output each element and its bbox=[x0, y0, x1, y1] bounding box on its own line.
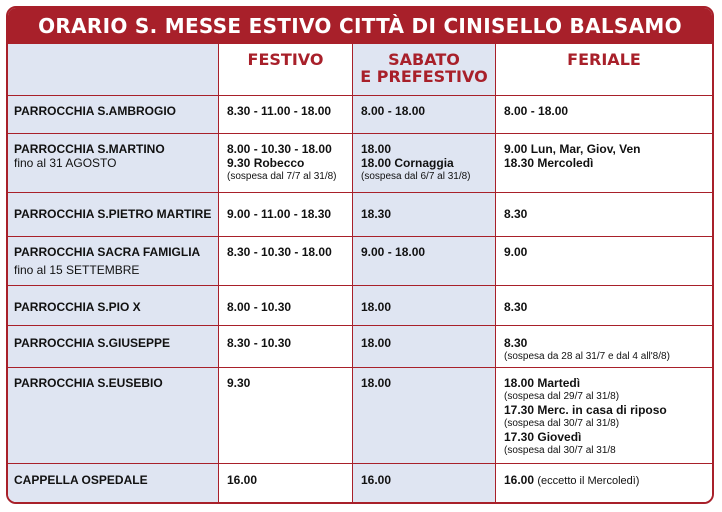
festivo-time: 16.00 bbox=[227, 472, 258, 487]
festivo-note: (sospesa dal 7/7 al 31/8) bbox=[227, 170, 337, 182]
festivo-time: 8.30 - 11.00 - 18.00 bbox=[227, 103, 332, 118]
feriale-time: 8.30 bbox=[504, 206, 528, 221]
festivo-time-2: 9.30 Robecco bbox=[227, 155, 305, 170]
festivo-time: 8.00 - 10.30 bbox=[227, 299, 292, 314]
header-sabato-line1: SABATO bbox=[388, 50, 460, 69]
header-feriale: FERIALE bbox=[496, 44, 713, 95]
sabato-time: 16.00 bbox=[361, 472, 392, 487]
header-row bbox=[8, 44, 712, 95]
church-name: PARROCCHIA S.GIUSEPPE bbox=[14, 335, 171, 350]
festivo-time: 8.30 - 10.30 - 18.00 bbox=[227, 244, 332, 259]
sabato-time: 18.00 bbox=[361, 335, 392, 350]
header-sabato-line2: E PREFESTIVO bbox=[360, 67, 488, 86]
church-name: PARROCCHIA S.PIETRO MARTIRE bbox=[14, 206, 212, 221]
church-name: PARROCCHIA S.EUSEBIO bbox=[14, 375, 163, 390]
table-row bbox=[8, 463, 712, 504]
feriale-time: 16.00 bbox=[504, 472, 535, 487]
sabato-time: 8.00 - 18.00 bbox=[361, 103, 426, 118]
festivo-time: 9.30 bbox=[227, 375, 251, 390]
church-name: PARROCCHIA S.AMBROGIO bbox=[14, 103, 176, 118]
page-title: ORARIO S. MESSE ESTIVO CITTÀ DI CINISELLO BALSAMO bbox=[8, 8, 712, 44]
schedule-table bbox=[8, 44, 712, 504]
header-sabato bbox=[353, 44, 496, 95]
feriale-inline-note: (eccetto il Mercoledì) bbox=[537, 474, 640, 487]
sabato-time: 9.00 - 18.00 bbox=[361, 244, 426, 259]
sabato-note: (sospesa dal 6/7 al 31/8) bbox=[361, 170, 471, 182]
table-row bbox=[8, 367, 712, 463]
feriale-note: (sospesa da 28 al 31/7 e dal 4 all'8/8) bbox=[504, 350, 670, 362]
feriale-note-2: (sospesa dal 30/7 al 31/8) bbox=[504, 417, 620, 429]
church-name: PARROCCHIA S.MARTINO bbox=[14, 141, 165, 156]
church-name: PARROCCHIA S.PIO X bbox=[14, 299, 141, 314]
feriale-time-3: 17.30 Giovedì bbox=[504, 429, 582, 444]
header-empty bbox=[8, 44, 219, 95]
church-name: PARROCCHIA SACRA FAMIGLIA bbox=[14, 244, 201, 259]
feriale-time-2: 18.30 Mercoledì bbox=[504, 155, 594, 170]
sabato-time-2: 18.00 Cornaggia bbox=[361, 155, 454, 170]
table-row bbox=[8, 192, 712, 236]
feriale-note: (sospesa dal 29/7 al 31/8) bbox=[504, 390, 620, 402]
header-festivo: FESTIVO bbox=[219, 44, 353, 95]
festivo-time: 8.00 - 10.30 - 18.00 bbox=[227, 141, 332, 156]
church-note: fino al 31 AGOSTO bbox=[14, 155, 117, 170]
feriale-time: 9.00 bbox=[504, 244, 528, 259]
sabato-time: 18.00 bbox=[361, 141, 392, 156]
church-note: fino al 15 SETTEMBRE bbox=[14, 262, 140, 277]
table-row bbox=[8, 95, 712, 133]
feriale-time: 8.00 - 18.00 bbox=[504, 103, 569, 118]
festivo-time: 8.30 - 10.30 bbox=[227, 335, 292, 350]
church-name: CAPPELLA OSPEDALE bbox=[14, 472, 148, 487]
feriale-time: 9.00 Lun, Mar, Giov, Ven bbox=[504, 141, 641, 156]
festivo-time: 9.00 - 11.00 - 18.30 bbox=[227, 206, 332, 221]
schedule-frame bbox=[6, 6, 714, 504]
table-row bbox=[8, 236, 712, 285]
sabato-time: 18.00 bbox=[361, 375, 392, 390]
table-row bbox=[8, 325, 712, 367]
feriale-note-3: (sospesa dal 30/7 al 31/8 bbox=[504, 444, 616, 456]
table-row bbox=[8, 285, 712, 325]
feriale-time: 8.30 bbox=[504, 299, 528, 314]
table-row bbox=[8, 133, 712, 192]
feriale-time: 18.00 Martedì bbox=[504, 375, 581, 390]
sabato-time: 18.30 bbox=[361, 206, 392, 221]
feriale-time-2: 17.30 Merc. in casa di riposo bbox=[504, 402, 667, 417]
feriale-time: 8.30 bbox=[504, 335, 528, 350]
sabato-time: 18.00 bbox=[361, 299, 392, 314]
